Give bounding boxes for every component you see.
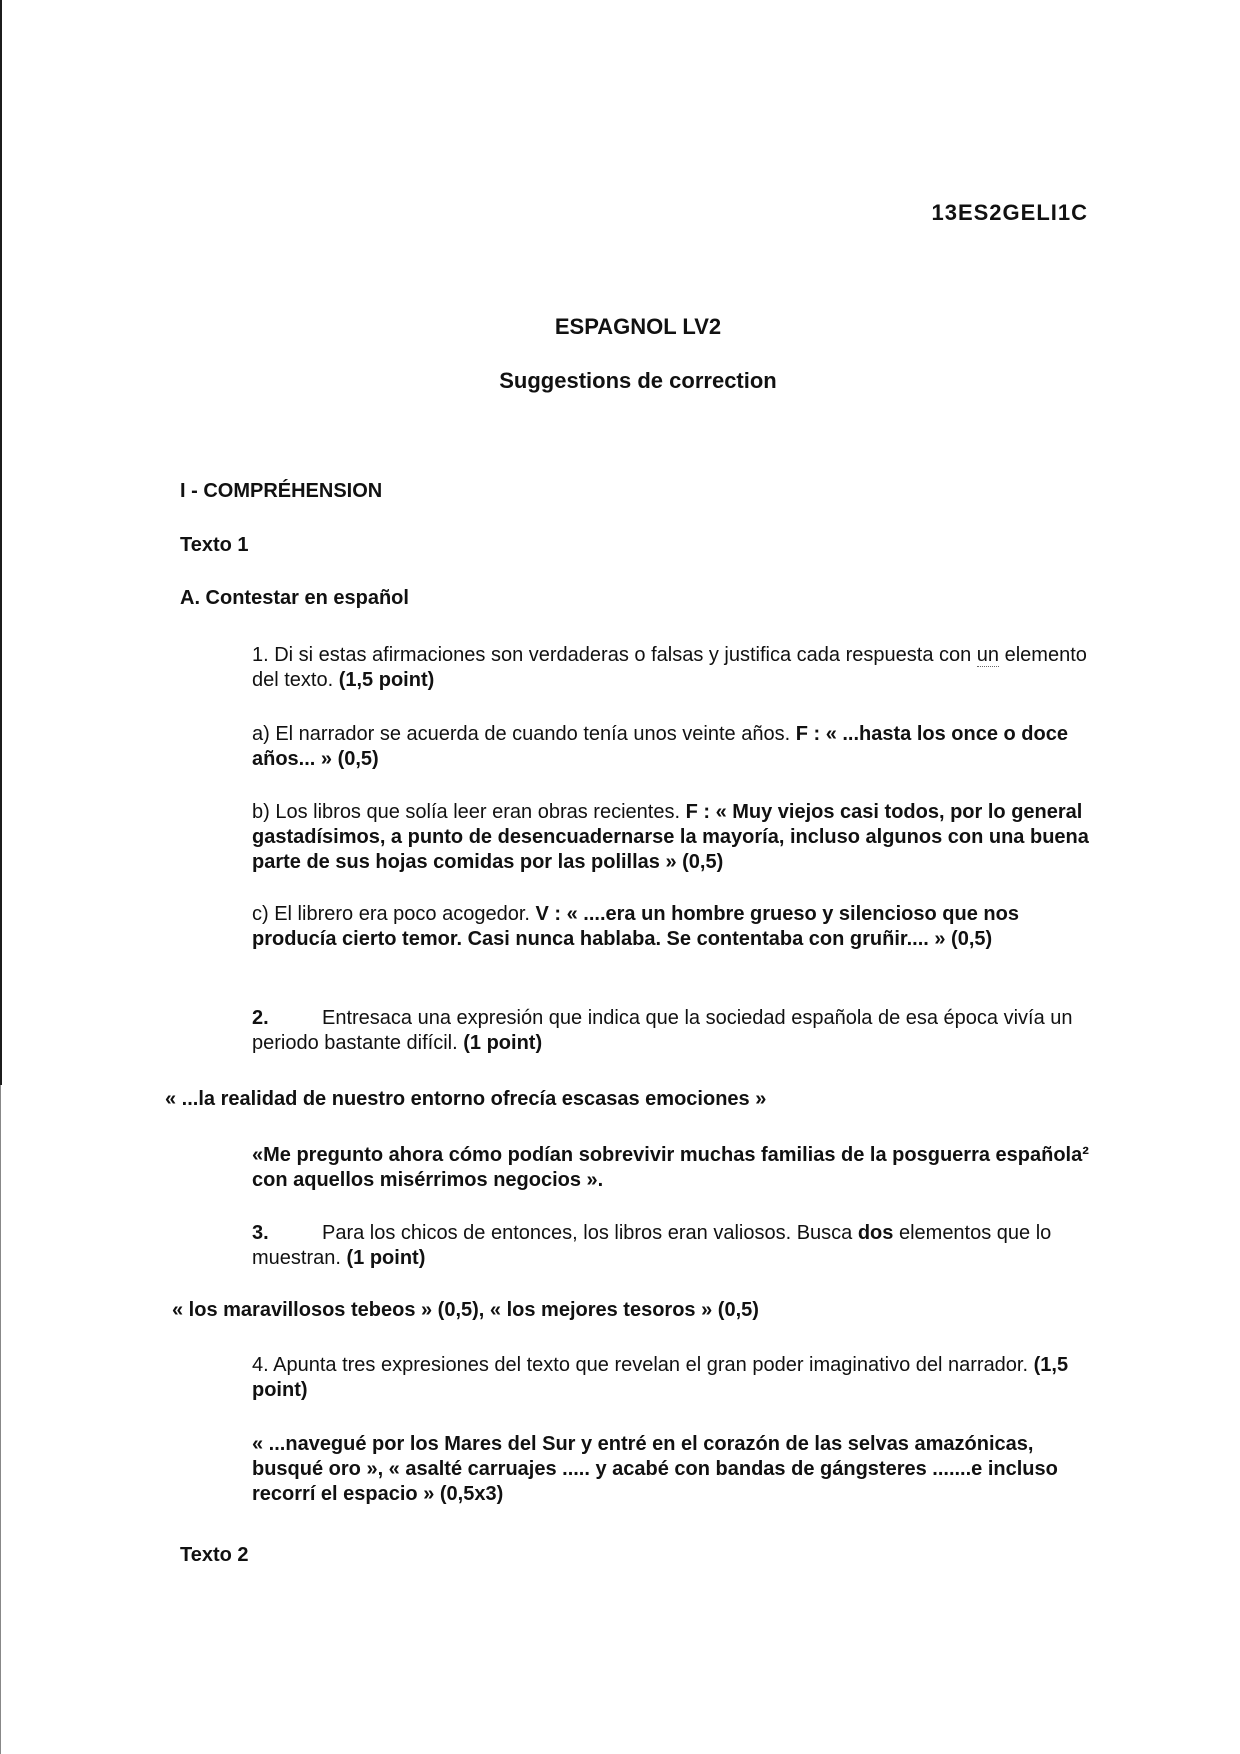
- question-2-text: Entresaca una expresión que indica que la sociedad española de esa época vivía un periodo bastante difícil.: [252, 1007, 1073, 1054]
- question-3: [252, 1221, 1092, 1271]
- question-1b: [252, 800, 1092, 875]
- question-4-points: (1,5 point): [252, 1354, 1069, 1401]
- page-subtitle-text: Suggestions de correction: [499, 368, 777, 393]
- question-2-answer-2: «Me pregunto ahora cómo podían sobrevivir muchas familias de la posguerra española² con aquellos misérrimos negocios ».: [252, 1144, 1089, 1191]
- scan-edge-lower: [0, 1085, 1, 1754]
- question-1c: [252, 902, 1092, 952]
- section-heading-comprehension: I - COMPRÉHENSION: [180, 480, 383, 502]
- question-1c-answer: V : « ....era un hombre grueso y silencioso que nos producía cierto temor. Casi nunca hablaba. Se contentaba con gruñir.... » (0,5): [252, 903, 1019, 950]
- question-1-text: 1. Di si estas afirmaciones son verdaderas o falsas y justifica cada respuesta con: [252, 644, 977, 666]
- question-3-answer: « los maravillosos tebeos » (0,5), « los mejores tesoros » (0,5): [172, 1299, 759, 1321]
- question-1-underlined: un: [976, 644, 1000, 666]
- question-4-answer: « ...navegué por los Mares del Sur y entré en el corazón de las selvas amazónicas, busqué oro », « asalté carruajes ..... y acabé con bandas de gángsteres .......e incluso recorrí el espacio » (0,5x3): [252, 1433, 1058, 1505]
- question-3-points: (1 point): [346, 1247, 426, 1269]
- question-1-points: (1,5 point): [338, 669, 435, 691]
- question-3-bold-word: dos: [857, 1222, 894, 1244]
- question-2-number: 2.: [252, 1007, 269, 1029]
- question-1a-answer: F : « ...hasta los once o doce años... » (0,5): [252, 723, 1068, 770]
- section-heading-contestar: A. Contestar en español: [180, 587, 409, 609]
- question-2-points: (1 point): [463, 1032, 543, 1054]
- page-subtitle: [0, 368, 1240, 394]
- question-1-text2: elemento del texto.: [252, 644, 1087, 691]
- question-1b-answer: F : « Muy viejos casi todos, por lo general gastadísimos, a punto de desencuadernarse la mayoría, incluso algunos con una buena parte de sus hojas comidas por las polillas » (0,5): [252, 801, 1089, 873]
- page-title: [0, 314, 1240, 340]
- question-4-text: 4. Apunta tres expresiones del texto que revelan el gran poder imaginativo del narrador.: [252, 1354, 1034, 1376]
- question-4: [252, 1353, 1092, 1403]
- question-2: [252, 1006, 1092, 1056]
- question-3-text: Para los chicos de entonces, los libros eran valiosos. Busca: [322, 1222, 858, 1244]
- section-heading-texto1: Texto 1: [180, 534, 249, 556]
- question-3-text2: elementos que lo muestran.: [252, 1222, 1052, 1269]
- question-3-number: 3.: [252, 1222, 269, 1244]
- question-1a-statement: a) El narrador se acuerda de cuando tenía unos veinte años.: [252, 723, 796, 745]
- question-1a: [252, 722, 1092, 772]
- question-1b-statement: b) Los libros que solía leer eran obras recientes.: [252, 801, 686, 823]
- question-1: [252, 643, 1092, 693]
- scan-edge: [0, 0, 2, 1085]
- question-1c-statement: c) El librero era poco acogedor.: [252, 903, 536, 925]
- page-title-text: ESPAGNOL LV2: [554, 314, 722, 339]
- question-2-answer-1: « ...la realidad de nuestro entorno ofrecía escasas emociones »: [165, 1088, 767, 1110]
- section-heading-texto2: Texto 2: [180, 1544, 249, 1566]
- document-code: 13ES2GELI1C: [931, 200, 1088, 225]
